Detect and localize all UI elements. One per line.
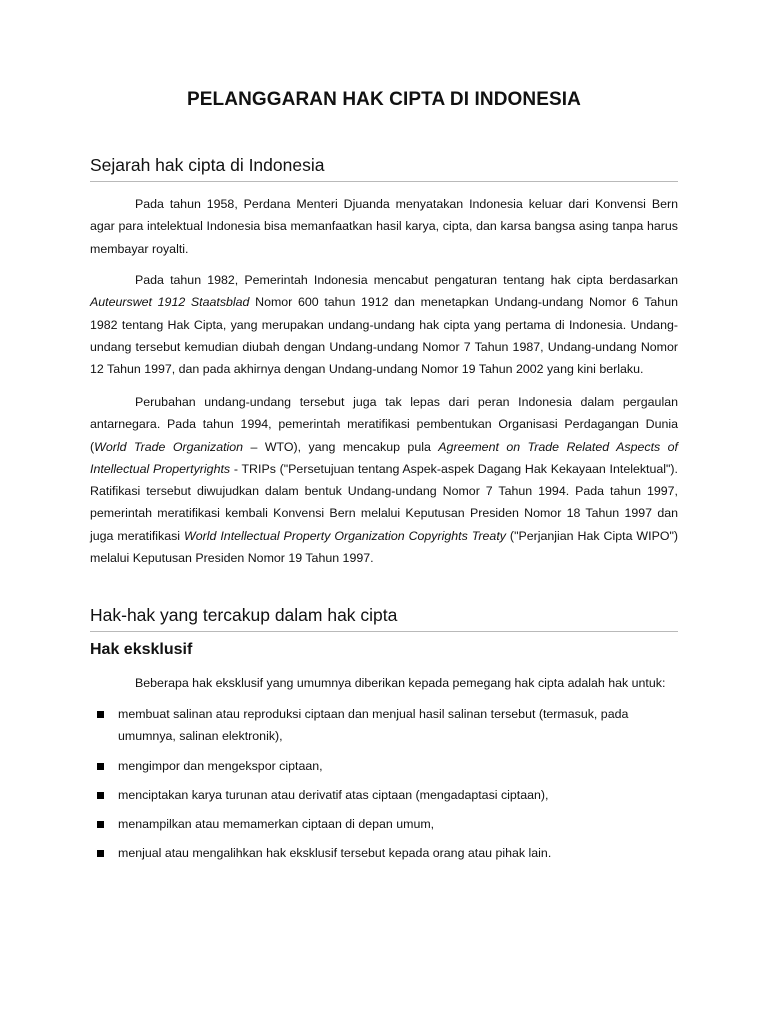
list-item bbox=[90, 755, 678, 777]
p2-text-c: Nomor 600 tahun 1912 dan menetapkan Undang-undang Nomor 6 Tahun 1982 tentang Hak Cipta, yang merupakan undang-undang hak cipta yang pertama di Indonesia. Undang-undang tersebut kemudian diubah dengan Undang-undang Nomor 7 Tahun 1987, Undang-undang Nomor 12 Tahun 1997, dan pada akhirnya dengan Undang-undang Nomor 19 Tahun 2002 yang kini berlaku. bbox=[90, 295, 678, 377]
square-bullet-icon bbox=[97, 792, 104, 799]
paragraph-1958 bbox=[90, 193, 678, 260]
p3-text-c: – WTO), yang mencakup pula bbox=[243, 439, 439, 454]
paragraph-1982 bbox=[90, 269, 678, 380]
p3-text-g: ("Perjanjian Hak Cipta WIPO") melalui Keputusan Presiden Nomor 19 Tahun 1997. bbox=[90, 528, 678, 566]
section-heading-rights: Hak-hak yang tercakup dalam hak cipta bbox=[90, 605, 678, 632]
list-item bbox=[90, 813, 678, 835]
subheading-exclusive-rights: Hak eksklusif bbox=[90, 641, 193, 658]
list-item-text: menampilkan atau memamerkan ciptaan di depan umum, bbox=[118, 817, 435, 832]
paragraph-ratification bbox=[90, 391, 678, 569]
p3-text-a: Perubahan undang-undang tersebut juga tak lepas dari peran Indonesia dalam pergaulan antarnegara. Pada tahun 1994, pemerintah meratifikasi pembentukan Organisasi Perdagangan Dunia ( bbox=[90, 395, 678, 454]
list-item-text: menjual atau mengalihkan hak eksklusif tersebut kepada orang atau pihak lain. bbox=[118, 846, 552, 861]
list-item bbox=[90, 842, 678, 864]
square-bullet-icon bbox=[97, 763, 104, 770]
paragraph-1958-text: Pada tahun 1958, Perdana Menteri Djuanda menyatakan Indonesia keluar dari Konvensi Bern agar para intelektual Indonesia bisa memanfaatkan hasil karya, cipta, dan karsa bangsa asing tanpa harus membayar royalti. bbox=[90, 197, 678, 256]
list-item-text: menciptakan karya turunan atau derivatif atas ciptaan (mengadaptasi ciptaan), bbox=[118, 787, 549, 802]
square-bullet-icon bbox=[97, 821, 104, 828]
p3-italic-trips: Agreement on Trade Related Aspects of Intellectual Propertyrights bbox=[90, 439, 678, 476]
p3-italic-wto: World Trade Organization bbox=[94, 439, 244, 454]
list-item-text: membuat salinan atau reproduksi ciptaan dan menjual hasil salinan tersebut (termasuk, pada umumnya, salinan elektronik), bbox=[118, 707, 629, 744]
p2-text-a: Pada tahun 1982, Pemerintah Indonesia mencabut pengaturan tentang hak cipta berdasarkan bbox=[135, 273, 678, 287]
document-title: PELANGGARAN HAK CIPTA DI INDONESIA bbox=[187, 89, 581, 110]
section-heading-history: Sejarah hak cipta di Indonesia bbox=[90, 155, 678, 182]
rights-list bbox=[90, 703, 678, 865]
rights-lead-text: Beberapa hak eksklusif yang umumnya diberikan kepada pemegang hak cipta adalah hak untuk: bbox=[135, 676, 666, 690]
square-bullet-icon bbox=[97, 850, 104, 857]
p3-italic-wipo-treaty: World Intellectual Property Organization Copyrights Treaty bbox=[184, 528, 506, 543]
list-item-text: mengimpor dan mengekspor ciptaan, bbox=[118, 758, 323, 773]
square-bullet-icon bbox=[97, 711, 104, 718]
p3-text-e: - TRIPs ("Persetujuan tentang Aspek-aspek Dagang Hak Kekayaan Intelektual"). Ratifikasi tersebut diwujudkan dalam bentuk Undang-undang Nomor 7 Tahun 1994. Pada tahun 1997, pemerintah meratifikasi kembali Konvensi Bern melalui Keputusan Presiden Nomor 18 Tahun 1997 dan juga meratifikasi bbox=[90, 461, 678, 543]
p2-italic-auteurswet: Auteurswet 1912 Staatsblad bbox=[90, 295, 250, 310]
list-item bbox=[90, 784, 678, 806]
list-item bbox=[90, 703, 678, 748]
